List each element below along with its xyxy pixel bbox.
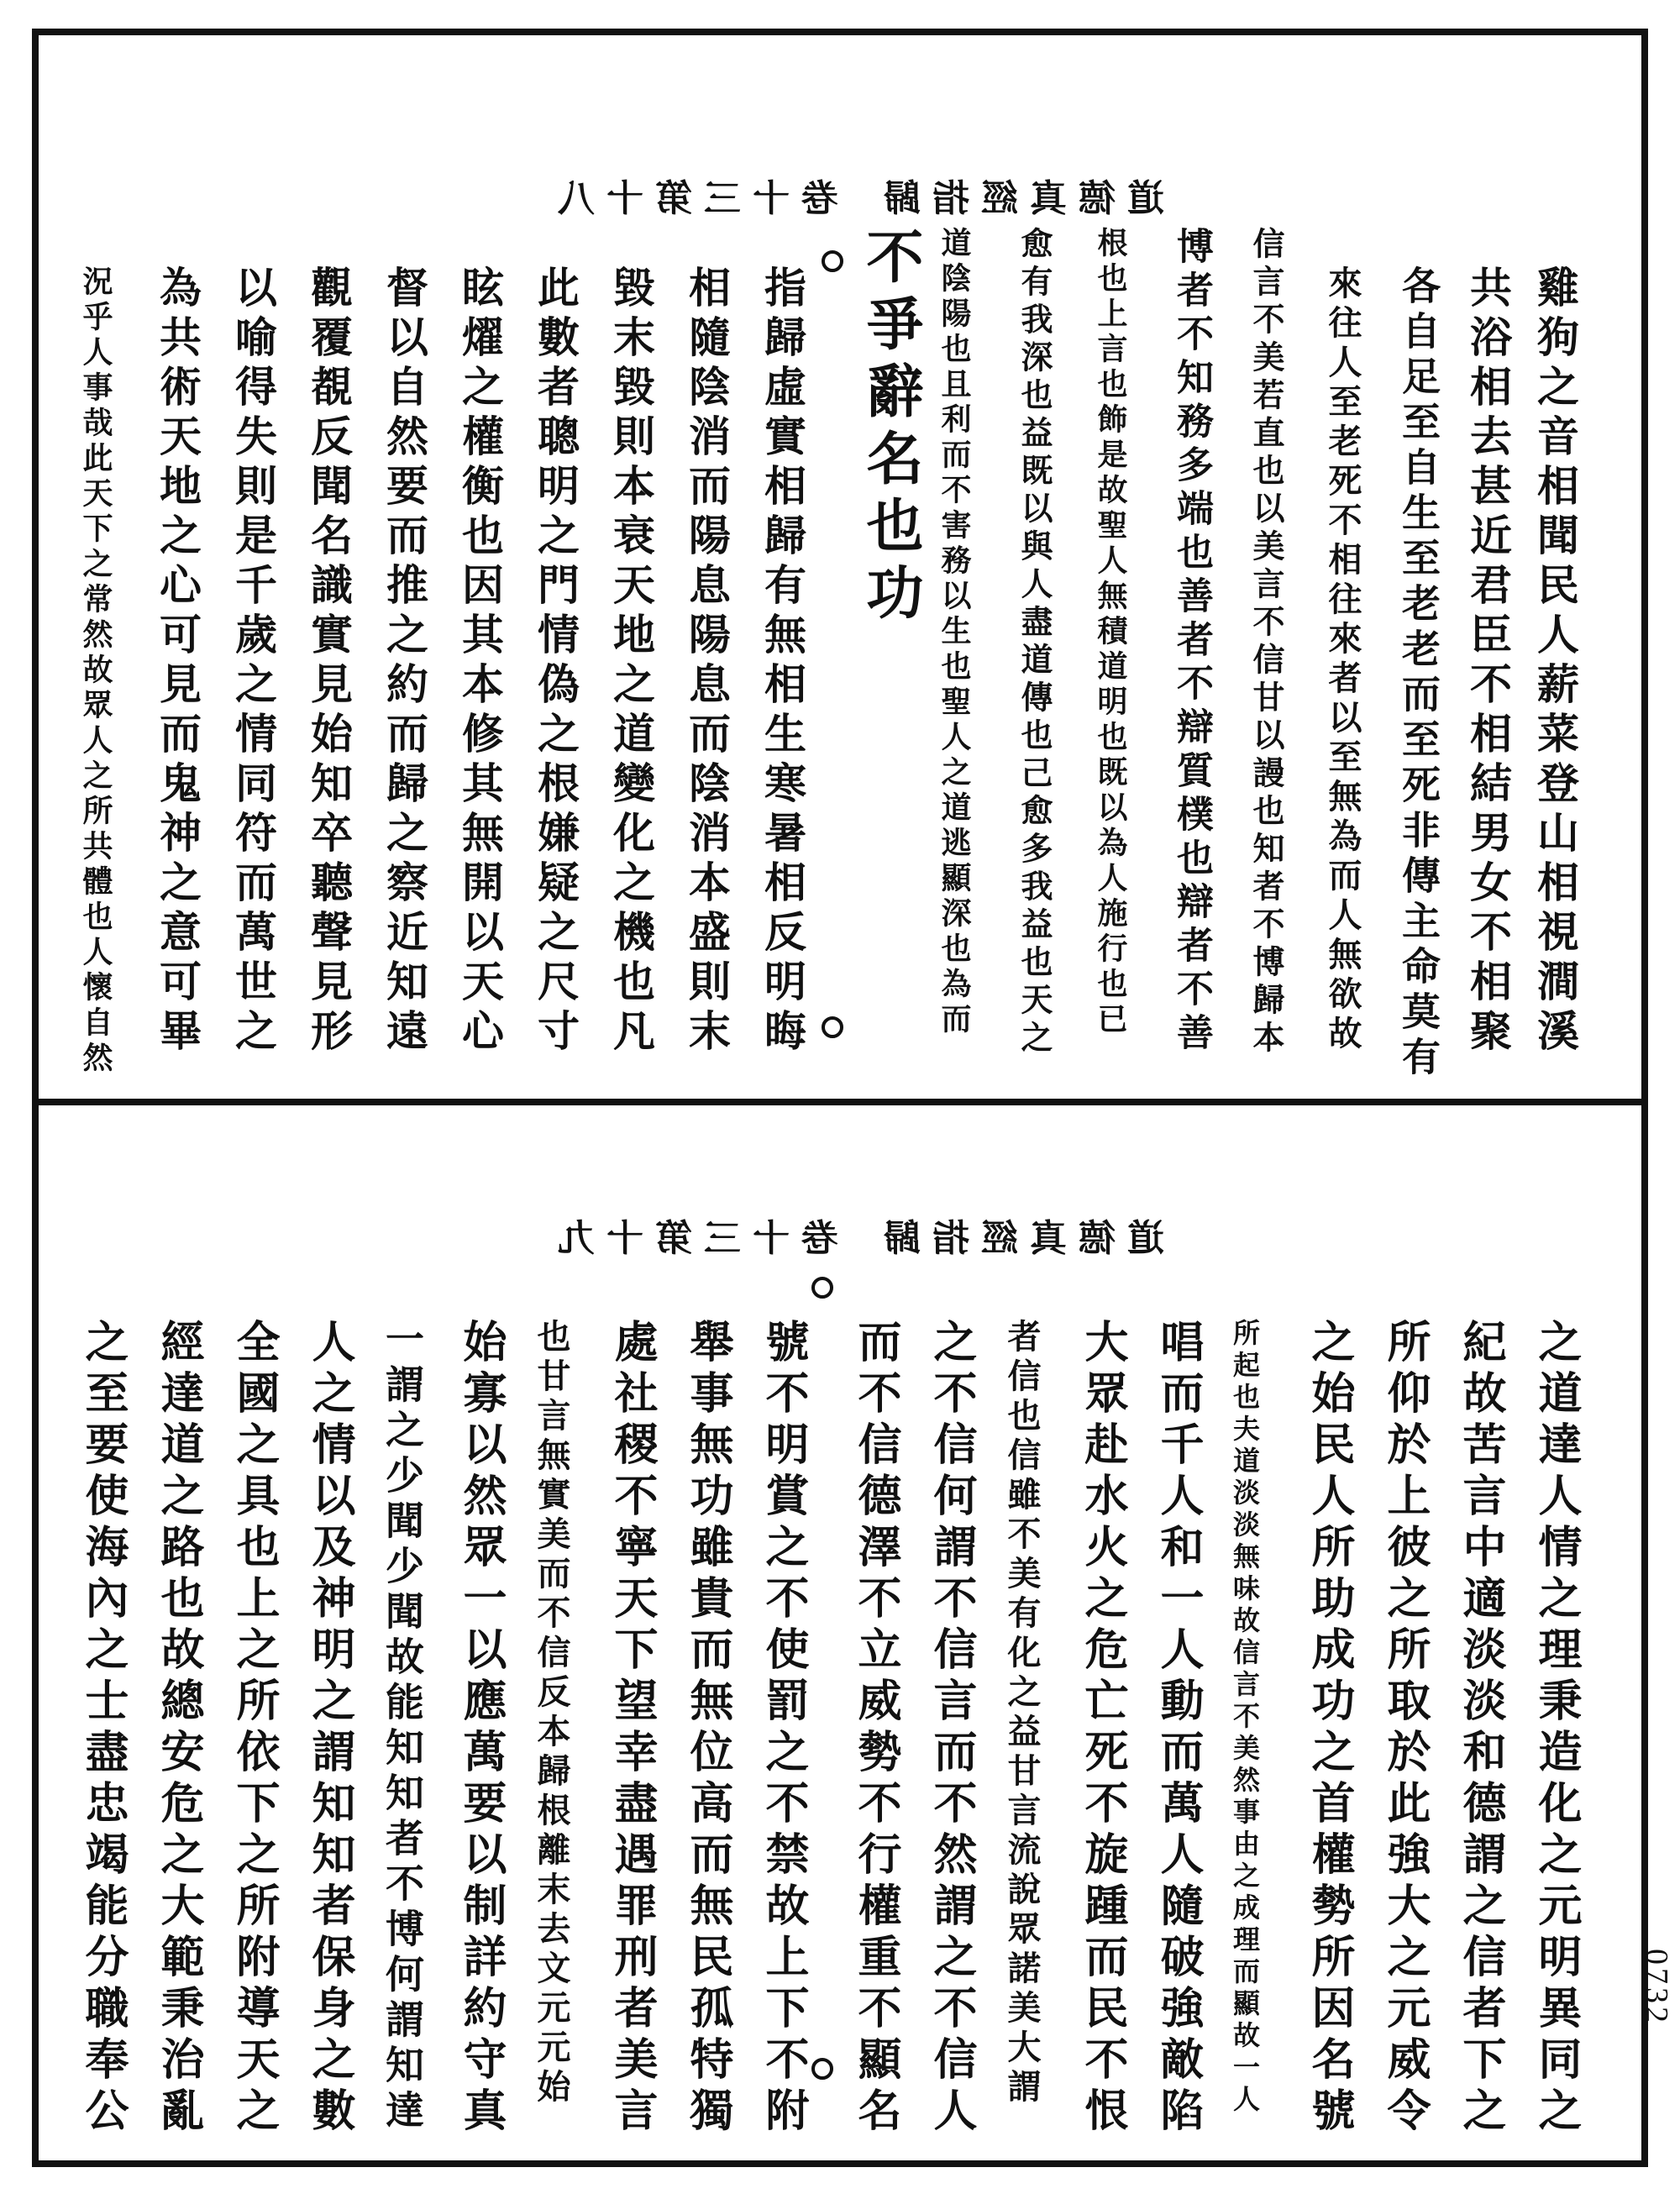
bottom-col-13: 處社稷不寧天下望幸盡遇罪刑者美言 [606,1319,658,2139]
bottom-col-8: 者信也信雖不美有化之益甘言流說眾諾美大謂 [1002,1319,1042,2108]
bottom-col-6: 唱而千人和一人動而萬人隨破強敵陷 [1152,1319,1204,2139]
bottom-col-1: 之道達人情之理秉造化之元明異同之 [1530,1319,1582,2139]
bottom-col-17: 人之情以及神明之謂知知者保身之數 [304,1319,355,2139]
page-number: 0732 [1639,1949,1674,2026]
bottom-col-9: 之不信何謂不信言而不然謂之不信人 [926,1319,977,2139]
top-col-14: 此數者聰明之門情偽之根嫌疑之尺寸 [531,265,580,1058]
bottom-col-15: 始寡以然眾一以應萬要以制詳約守真 [455,1319,507,2139]
top-col-3: 各自足至自生至老老而至死非傳主命莫有 [1396,265,1441,1082]
top-header-volume: 卷十三第十八 [546,177,838,220]
top-running-header [546,168,1164,222]
top-col-13: 毀末毀則本衰天地之道變化之機也凡 [606,265,656,1058]
top-col-2: 共浴相去甚近君臣不相結男女不相聚 [1463,265,1513,1058]
bottom-col-16: 一謂之少聞少聞故能知知者不博何謂知達 [380,1319,425,2135]
top-col-19: 為共術天地之心可見而鬼神之意可畢 [153,265,202,1058]
bottom-col-20: 之至要使海內之士盡忠竭能分職奉公 [77,1319,129,2139]
top-col-8: 愈有我深也益既以與人盡道傳也己愈多我益也天之 [1016,227,1053,1058]
top-col-1: 雞狗之音相聞民人薪菜登山相視澗溪 [1530,265,1580,1058]
bottom-col-14: 也甘言無實美而不信反本歸根離末去文元元始 [532,1319,571,2108]
bottom-col-12: 舉事無功雖貴而無位高而無民孤特獨 [682,1319,733,2139]
bottom-running-header [546,1208,1164,1262]
top-col-9: 道陰陽也且利而不害務以生也聖人之道逃顯深也為而 [937,227,972,1038]
bottom-col-18: 全國之具也上之所依下之所附導天之 [228,1319,280,2139]
bottom-col-11: 號不明賞之不使罰之不禁故上下不附 [758,1319,809,2139]
bottom-col-2: 紀故苦言中適淡淡和德謂之信者下之 [1455,1319,1506,2139]
top-col-6: 博者不知務多端也善者不辯質樸也辯者不善 [1170,227,1213,1057]
bottom-col-4: 之始民人所助成功之首權勢所因名號 [1304,1319,1355,2139]
top-circle-mark-2 [822,1016,843,1038]
top-col-5: 信言不美若直也以美言不信甘以謾也知者不博歸本 [1247,227,1285,1058]
top-col-4: 來往人至老死不相往來者以至無為而人無欲故 [1323,265,1362,1055]
top-col-17: 觀覆覩反聞名識實見始知卒聽聲見形 [304,265,354,1058]
bottom-circle-mark-2 [811,2058,833,2080]
top-col-7: 根也上言也飾是故聖人無積道明也既以為人施行也已 [1093,227,1128,1038]
bottom-circle-mark-1 [811,1277,833,1299]
top-col-20: 況乎人事哉此天下之常然故眾人之所共體也人懷自然 [78,265,113,1077]
bottom-col-19: 經達道之路也故總安危之大範秉治亂 [153,1319,204,2139]
panel-divider [32,1099,1648,1105]
bottom-col-7: 大眾赴水火之危亡死不旋踵而民不恨 [1077,1319,1128,2139]
bottom-header-volume: 卷十三第十九 [546,1217,838,1260]
top-circle-mark-1 [822,250,843,272]
bottom-col-3: 所仰於上彼之所取於此強大之元威令 [1379,1319,1431,2139]
top-col-15: 眩燿之權衡也因其本修其無開以天心 [455,265,505,1058]
bottom-header-title: 道德真經指歸 [872,1217,1164,1260]
bottom-col-5: 所起也夫道淡淡無味故信言不美然事由之成理而顯故一人 [1229,1319,1261,2117]
top-col-10: 不爭辭名也功 [857,227,924,630]
top-col-18: 以喻得失則是千歲之情同符而萬世之 [228,265,278,1058]
top-col-16: 督以自然要而推之約而歸之察近知遠 [380,265,429,1058]
bottom-col-10: 而不信德澤不立威勢不行權重不顯名 [850,1319,901,2139]
top-col-11: 指歸虛實相歸有無相生寒暑相反明晦 [758,265,807,1058]
top-col-12: 相隨陰消而陽息陽息而陰消本盛則末 [682,265,732,1058]
top-header-title: 道德真經指歸 [872,177,1164,220]
